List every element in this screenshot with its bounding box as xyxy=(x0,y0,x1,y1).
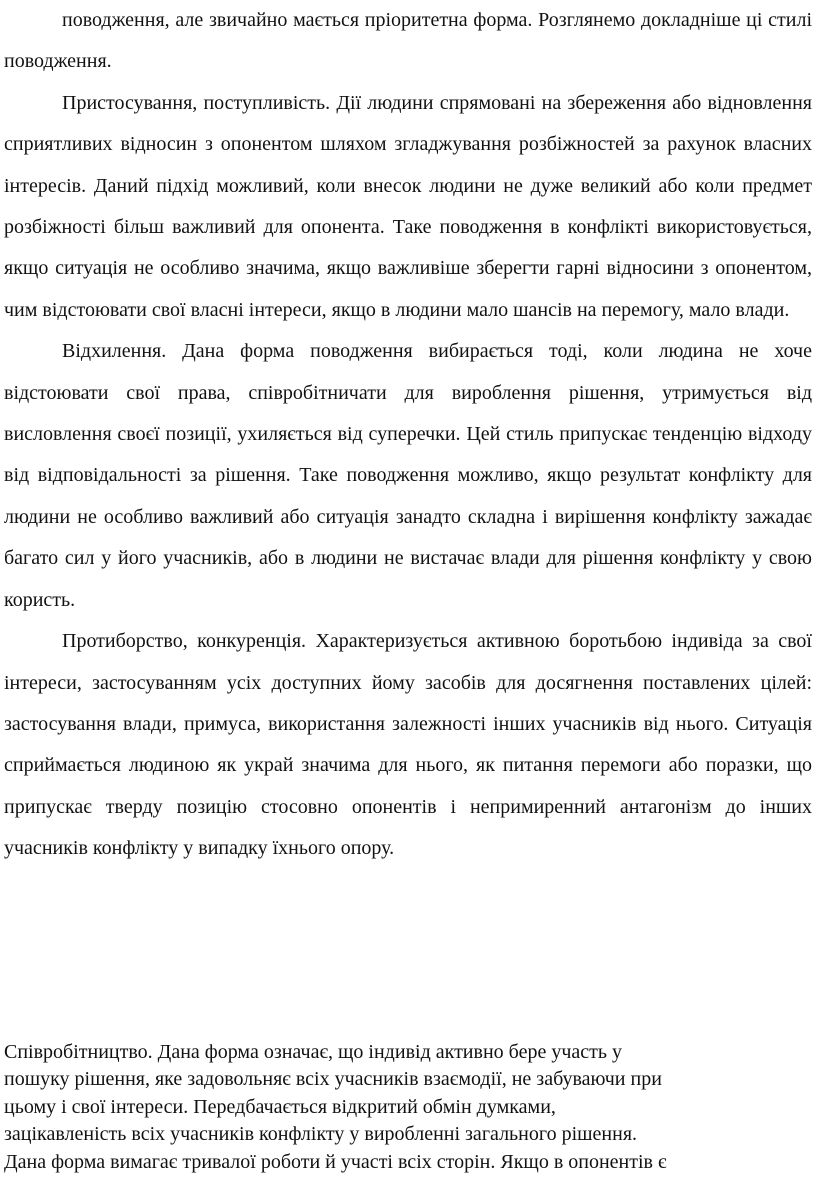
paragraph-collaboration xyxy=(4,1039,810,1176)
collaboration-line-3: цьому і свої інтереси. Передбачається відкритий обмін думками, xyxy=(4,1095,556,1118)
collaboration-line-5: Дана форма вимагає тривалої роботи й участі всіх сторін. Якщо в опонентів є xyxy=(4,1150,667,1173)
document-body xyxy=(4,0,812,870)
paragraph-accommodation: Пристосування, поступливість. Дії людини спрямовані на збереження або відновлення сприятливих відносин з опонентом шляхом згладжування розбіжностей за рахунок власних інтересів. Даний підхід можливий, коли внесок людини не дуже великий або коли предмет розбіжності більш важливий для опонента. Таке поводження в конфлікті використовується, якщо ситуація не особливо значима, якщо важливіше зберегти гарні відносини з опонентом, чим відстоювати свої власні інтереси, якщо в людини мало шансів на перемогу, мало влади. xyxy=(4,91,812,321)
paragraph-avoidance: Відхилення. Дана форма поводження вибирається тоді, коли людина не хоче відстоювати свої права, співробітничати для вироблення рішення, утримується від висловлення своєї позиції, ухиляється від суперечки. Цей стиль припускає тенденцію відходу від відповідальності за рішення. Таке поводження можливо, якщо результат конфлікту для людини не особливо важливий або ситуація занадто складна і вирішення конфлікту зажадає багато сил у його учасників, або в людини не вистачає влади для рішення конфлікту у свою користь. xyxy=(4,340,812,611)
collaboration-line-2: пошуку рішення, яке задовольняє всіх учасників взаємодії, не забуваючи при xyxy=(4,1068,662,1091)
collaboration-line-1: Співробітництво. Дана форма означає, що індивід активно бере участь у xyxy=(4,1041,622,1063)
collaboration-line-4: зацікавленість всіх учасників конфлікту у виробленні загального рішення. xyxy=(4,1123,638,1146)
paragraph-competition: Протиборство, конкуренція. Характеризується активною боротьбою індивіда за свої інтереси, застосуванням усіх доступних йому засобів для досягнення поставлених цілей: застосування влади, примуса, використання залежності інших учасників від нього. Ситуація сприймається людиною як украй значима для нього, як питання перемоги або поразки, що припускає тверду позицію стосовно опонентів і непримиренний антагонізм до інших учасників конфлікту у випадку їхнього опору. xyxy=(4,630,812,860)
paragraph-continuation: поводження, але звичайно мається пріоритетна форма. Розглянемо докладніше ці стилі поводження. xyxy=(4,9,812,73)
